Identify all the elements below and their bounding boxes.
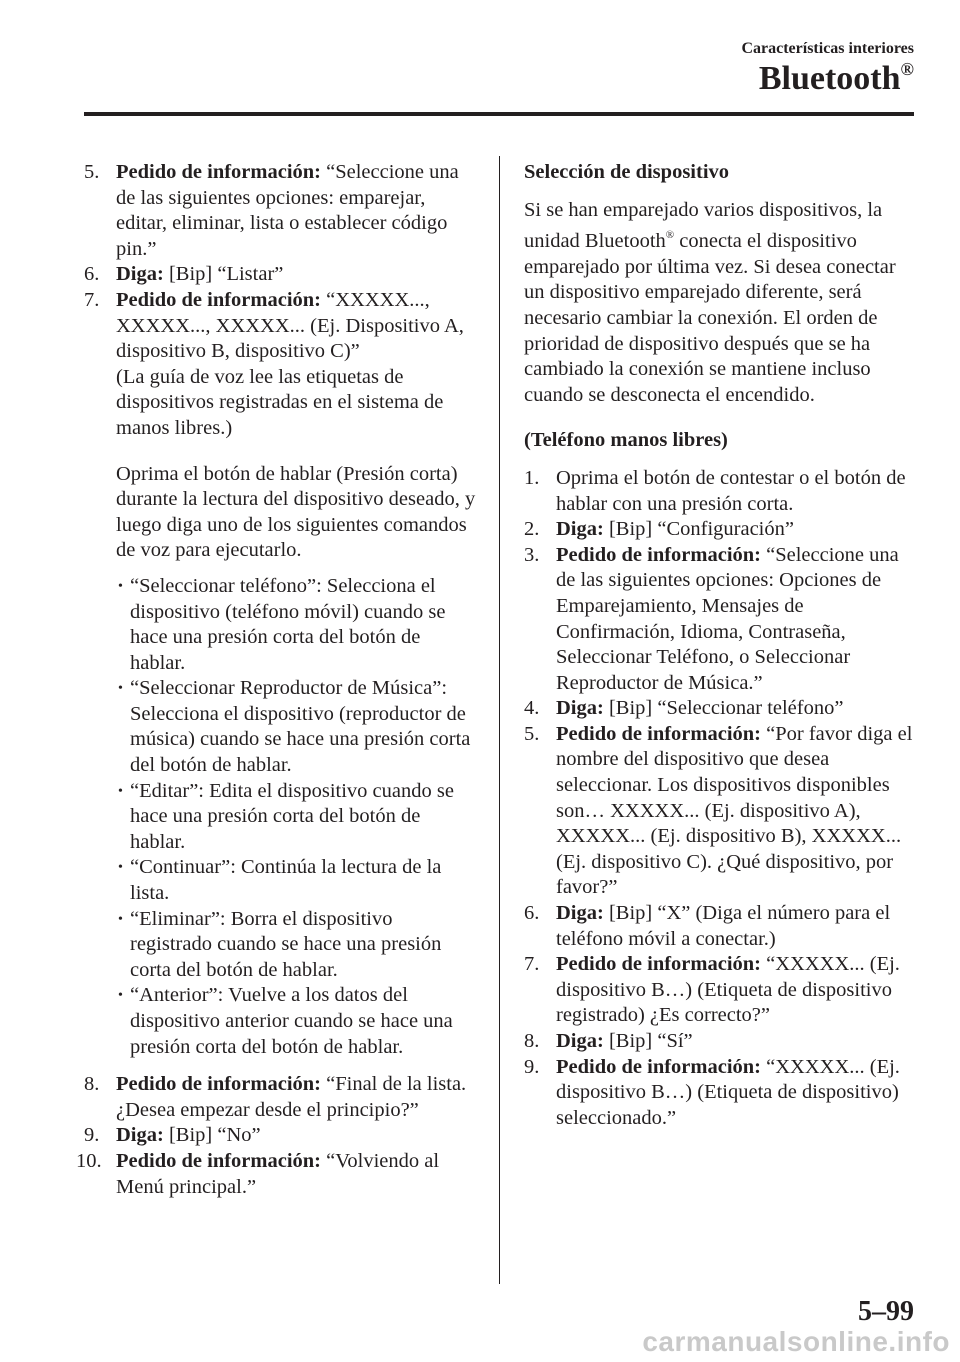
bullet-mark: • [118, 988, 123, 1004]
step-6 [84, 262, 476, 288]
step-label: Pedido de información: [556, 953, 761, 976]
instruction-paragraph: Oprima el botón de hablar (Presión corta) durante la lectura del dispositivo deseado, y luego diga uno de los siguientes comandos de voz para ejecutarlo. [116, 462, 476, 562]
step-text: [Bip] “No” [163, 1124, 261, 1147]
bullet-mark: • [118, 681, 123, 697]
section-heading: Selección de dispositivo [524, 161, 730, 183]
step-text: [Bip] “Listar” [163, 263, 284, 286]
step-label: Diga: [116, 1124, 164, 1147]
step-label: Pedido de información: [556, 543, 761, 566]
subsection-heading: (Teléfono manos libres) [524, 429, 728, 452]
step-label: Pedido de información: [556, 722, 761, 745]
step-number: 6. [84, 263, 100, 286]
procedure-list [524, 466, 916, 1131]
step-9 [84, 1123, 476, 1149]
list-item-text: “Seleccionar teléfono”: Selecciona el dispositivo (teléfono móvil) cuando se hace una presión corta del botón de hablar. [130, 574, 446, 674]
step-label: Pedido de información: [116, 161, 321, 183]
step-label: Pedido de información: [116, 288, 321, 311]
step-7 [524, 952, 916, 1029]
list-item [120, 907, 476, 984]
step-label: Pedido de información: [556, 1055, 761, 1078]
left-column [76, 160, 476, 1200]
step-number: 1. [524, 466, 540, 489]
step-label: Diga: [116, 263, 164, 286]
intro-text-b: conecta el dispositivo emparejado por última vez. Si desea conectar un dispositivo emparejado diferente, será necesario cambiar la conexión. El orden de prioridad de dispositivo después que se ha cambiado la conexión se mantiene incluso cuando se desconecta el encendido. [524, 230, 896, 406]
step-number: 8. [84, 1073, 100, 1096]
step-number: 5. [84, 161, 100, 183]
step-5 [524, 722, 916, 901]
step-text: “Volviendo al Menú principal.” [116, 1149, 440, 1198]
step-text: [Bip] “Configuración” [603, 518, 794, 541]
list-item-text: “Seleccionar Reproductor de Música”: Selecciona el dispositivo (reproductor de música) cuando se hace una presión corta del botón de hablar. [130, 677, 471, 777]
step-number: 7. [524, 953, 540, 976]
step-number: 10. [76, 1149, 102, 1172]
list-item [120, 574, 476, 676]
step-4 [524, 696, 916, 722]
section-title: Características interiores [741, 40, 914, 57]
step-text: “Seleccione una de las siguientes opciones: Opciones de Emparejamiento, Mensajes de Confirmación, Idioma, Contraseña, Seleccionar Teléfono, o Seleccionar Reproductor de Música.” [556, 543, 899, 694]
list-item [120, 855, 476, 906]
registered-mark: ® [665, 229, 675, 242]
step-text: “Final de la lista. ¿Desea empezar desde el principio?” [116, 1073, 467, 1121]
list-item-text: “Eliminar”: Borra el dispositivo registrado cuando se hace una presión corta del botón de hablar. [130, 907, 442, 981]
page-title [759, 60, 914, 96]
step-label: Diga: [556, 1030, 604, 1052]
list-item [120, 676, 476, 778]
step-number: 9. [524, 1055, 540, 1078]
step-text: “XXXXX..., XXXXX..., XXXXX... (Ej. Dispositivo A, dispositivo B, dispositivo C)” [116, 288, 464, 363]
step-3 [524, 543, 916, 697]
step-text: [Bip] “X” (Diga el número para el teléfono móvil a conectar.) [556, 902, 891, 950]
step-6 [524, 901, 916, 952]
step-text: “Por favor diga el nombre del dispositivo que desea seleccionar. Los dispositivos disponibles son… XXXXX... (Ej. dispositivo A), XXXXX... (Ej. dispositivo B), XXXXX... (Ej. dispositivo C). ¿Qué dispositivo, por favor?” [556, 722, 913, 899]
step-7 [84, 288, 476, 442]
bullet-mark: • [118, 911, 123, 927]
step-label: Pedido de información: [116, 1073, 321, 1096]
step-number: 5. [524, 722, 540, 745]
step-text: “XXXXX... (Ej. dispositivo B…) (Etiqueta de dispositivo) seleccionado.” [556, 1055, 900, 1129]
intro-text-a: Si se han emparejado varios dispositivos, la unidad Bluetooth [524, 198, 883, 253]
bullet-mark: • [118, 578, 123, 594]
right-column [524, 160, 916, 1131]
step-8 [84, 1072, 476, 1123]
step-text: [Bip] “Sí” [603, 1030, 693, 1052]
step-9 [524, 1055, 916, 1132]
step-10 [76, 1149, 476, 1200]
step-label: Diga: [556, 697, 604, 720]
list-item [120, 983, 476, 1060]
intro-paragraph [524, 198, 916, 409]
step-note: (La guía de voz lee las etiquetas de dispositivos registradas en el sistema de manos libres.) [116, 365, 444, 439]
step-number: 6. [524, 902, 540, 925]
step-number: 2. [524, 518, 540, 541]
page-title-text: Bluetooth [758, 60, 901, 97]
step-number: 7. [84, 288, 100, 311]
watermark: carmanualsonline.info [642, 1326, 950, 1357]
registered-mark: ® [900, 59, 914, 79]
step-text: “XXXXX... (Ej. dispositivo B…) (Etiqueta de dispositivo registrado) ¿Es correcto?” [556, 953, 900, 1027]
header-rule [84, 112, 914, 116]
step-number: 4. [524, 697, 540, 720]
column-divider [499, 156, 500, 1284]
step-text: Oprima el botón de contestar o el botón de hablar con una presión corta. [556, 466, 906, 515]
step-5 [84, 160, 476, 262]
step-label: Diga: [556, 902, 604, 925]
list-item-text: “Continuar”: Continúa la lectura de la lista. [130, 856, 442, 905]
step-label: Diga: [556, 518, 604, 541]
step-number: 3. [524, 543, 540, 566]
step-1 [524, 466, 916, 517]
step-text: [Bip] “Seleccionar teléfono” [603, 697, 844, 720]
step-number: 9. [84, 1124, 100, 1147]
page-number: 5–99 [858, 1296, 914, 1327]
bullet-mark: • [118, 783, 123, 799]
step-label: Pedido de información: [116, 1149, 321, 1172]
list-item-text: “Editar”: Edita el dispositivo cuando se hace una presión corta del botón de hablar. [130, 779, 454, 853]
voice-command-list [84, 574, 476, 1060]
bullet-mark: • [118, 860, 123, 876]
step-number: 8. [524, 1030, 540, 1052]
step-2 [524, 517, 916, 543]
step-8 [524, 1029, 916, 1055]
step-text: “Seleccione una de las siguientes opciones: emparejar, editar, eliminar, lista o establecer código pin.” [116, 161, 459, 260]
list-item-text: “Anterior”: Vuelve a los datos del dispositivo anterior cuando se hace una presión corta del botón de hablar. [130, 984, 453, 1058]
list-item [120, 779, 476, 856]
